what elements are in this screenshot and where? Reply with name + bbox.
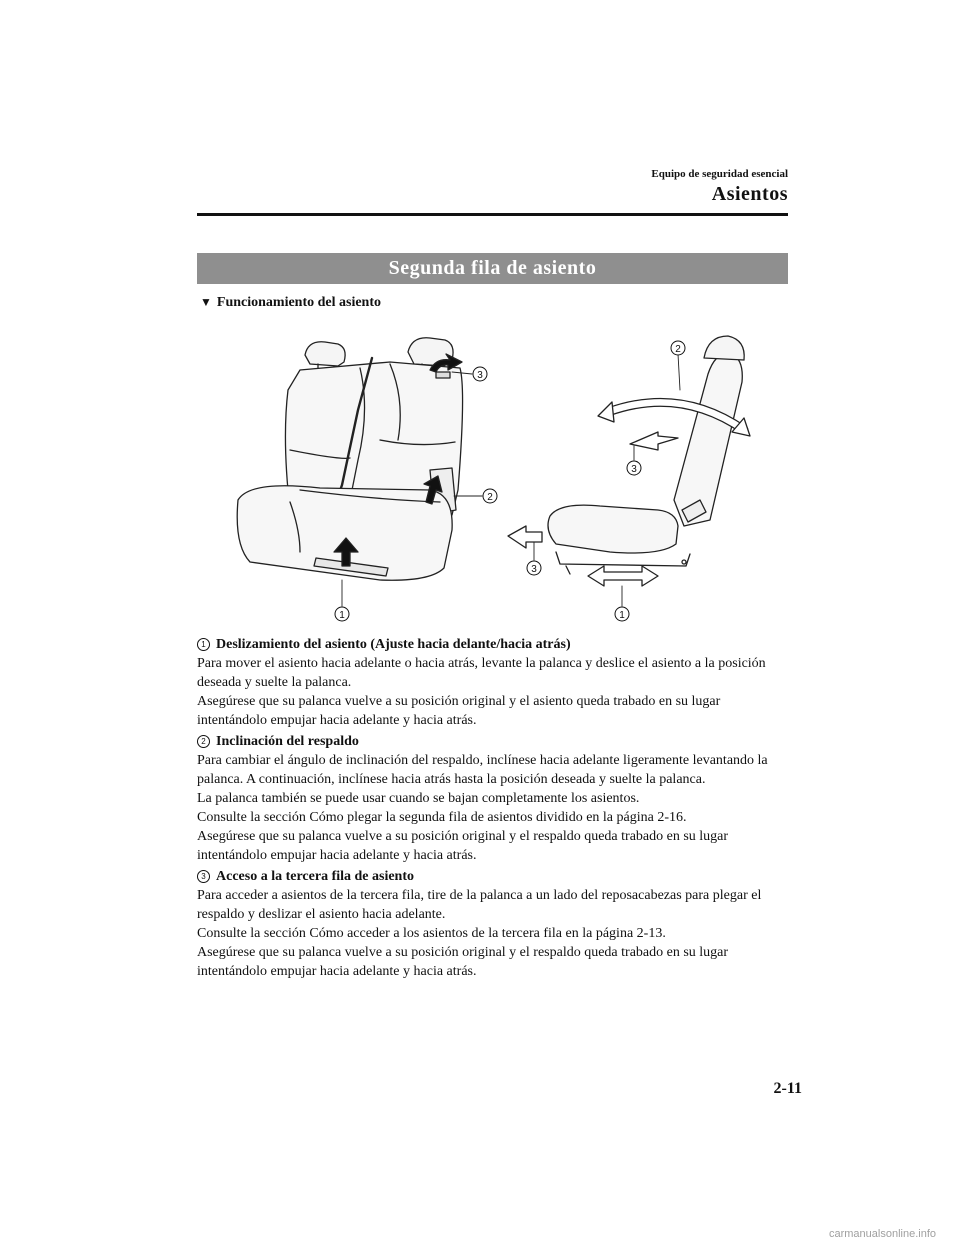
callout-2-left xyxy=(483,489,497,503)
svg-text:3: 3 xyxy=(531,564,537,575)
page-number: 2-11 xyxy=(773,1080,802,1097)
item-slide xyxy=(197,635,792,730)
item-heading xyxy=(197,732,792,751)
chapter-label: Equipo de seguridad esencial xyxy=(651,168,788,180)
svg-text:2: 2 xyxy=(487,492,493,503)
seat-illustration xyxy=(230,330,770,630)
triangle-marker-icon: ▼ xyxy=(200,295,212,309)
callout-1-right xyxy=(615,607,629,621)
callout-3-left xyxy=(473,367,487,381)
paragraph: Consulte la sección Cómo acceder a los asientos de la tercera fila en la página 2-13. xyxy=(197,926,666,941)
number-2-icon: 2 xyxy=(197,735,210,748)
paragraph: Para cambiar el ángulo de inclinación del respaldo, inclínese hacia adelante ligeramente levantando la palanca. A continuación, inclínese hacia atrás hasta la posición deseada y suelte la palanca. xyxy=(197,753,768,787)
callout-2-right xyxy=(671,341,685,355)
item-recline xyxy=(197,732,792,865)
section-title: Segunda fila de asiento xyxy=(388,257,597,279)
paragraph: Asegúrese que su palanca vuelve a su posición original y el respaldo queda trabado en su lugar intentándolo empujar hacia adelante y hacia atrás. xyxy=(197,945,729,979)
paragraph: Para mover el asiento hacia adelante o hacia atrás, levante la palanca y deslice el asiento a la posición deseada y suelte la palanca. xyxy=(197,656,766,690)
paragraph: Consulte la sección Cómo plegar la segunda fila de asientos dividido en la página 2-16. xyxy=(197,810,687,825)
paragraph: Asegúrese que su palanca vuelve a su posición original y el asiento queda trabado en su lugar intentándolo empujar hacia adelante y hacia atrás. xyxy=(197,694,721,728)
svg-text:2: 2 xyxy=(675,344,681,355)
item-heading-text: Inclinación del respaldo xyxy=(216,734,359,749)
callout-1-left xyxy=(335,607,349,621)
subheading-text: Funcionamiento del asiento xyxy=(216,295,382,310)
paragraph: Para acceder a asientos de la tercera fila, tire de la palanca a un lado del reposacabezas para plegar el respaldo y deslizar el asiento hacia adelante. xyxy=(197,888,762,922)
svg-text:1: 1 xyxy=(619,610,625,621)
item-third-row-access xyxy=(197,867,792,981)
subheading xyxy=(200,295,381,311)
svg-text:3: 3 xyxy=(631,464,637,475)
number-1-icon: 1 xyxy=(197,638,210,651)
svg-text:1: 1 xyxy=(339,610,345,621)
section-label: Asientos xyxy=(711,183,788,205)
callout-3-right-upper xyxy=(627,461,641,475)
bench-seat-drawing xyxy=(237,338,482,606)
paragraph: Asegúrese que su palanca vuelve a su posición original y el respaldo queda trabado en su lugar intentándolo empujar hacia adelante y hacia atrás. xyxy=(197,829,729,863)
item-heading xyxy=(197,635,792,654)
number-3-icon: 3 xyxy=(197,870,210,883)
item-heading-text: Deslizamiento del asiento (Ajuste hacia delante/hacia atrás) xyxy=(216,637,571,652)
item-heading xyxy=(197,867,792,886)
body-text xyxy=(197,635,792,983)
paragraph: La palanca también se puede usar cuando se bajan completamente los asientos. xyxy=(197,791,640,806)
callout-3-right-lower xyxy=(527,561,541,575)
header-rule xyxy=(197,213,788,216)
svg-text:3: 3 xyxy=(477,370,483,381)
item-heading-text: Acceso a la tercera fila de asiento xyxy=(216,869,415,884)
watermark: carmanualsonline.info xyxy=(828,1228,936,1240)
